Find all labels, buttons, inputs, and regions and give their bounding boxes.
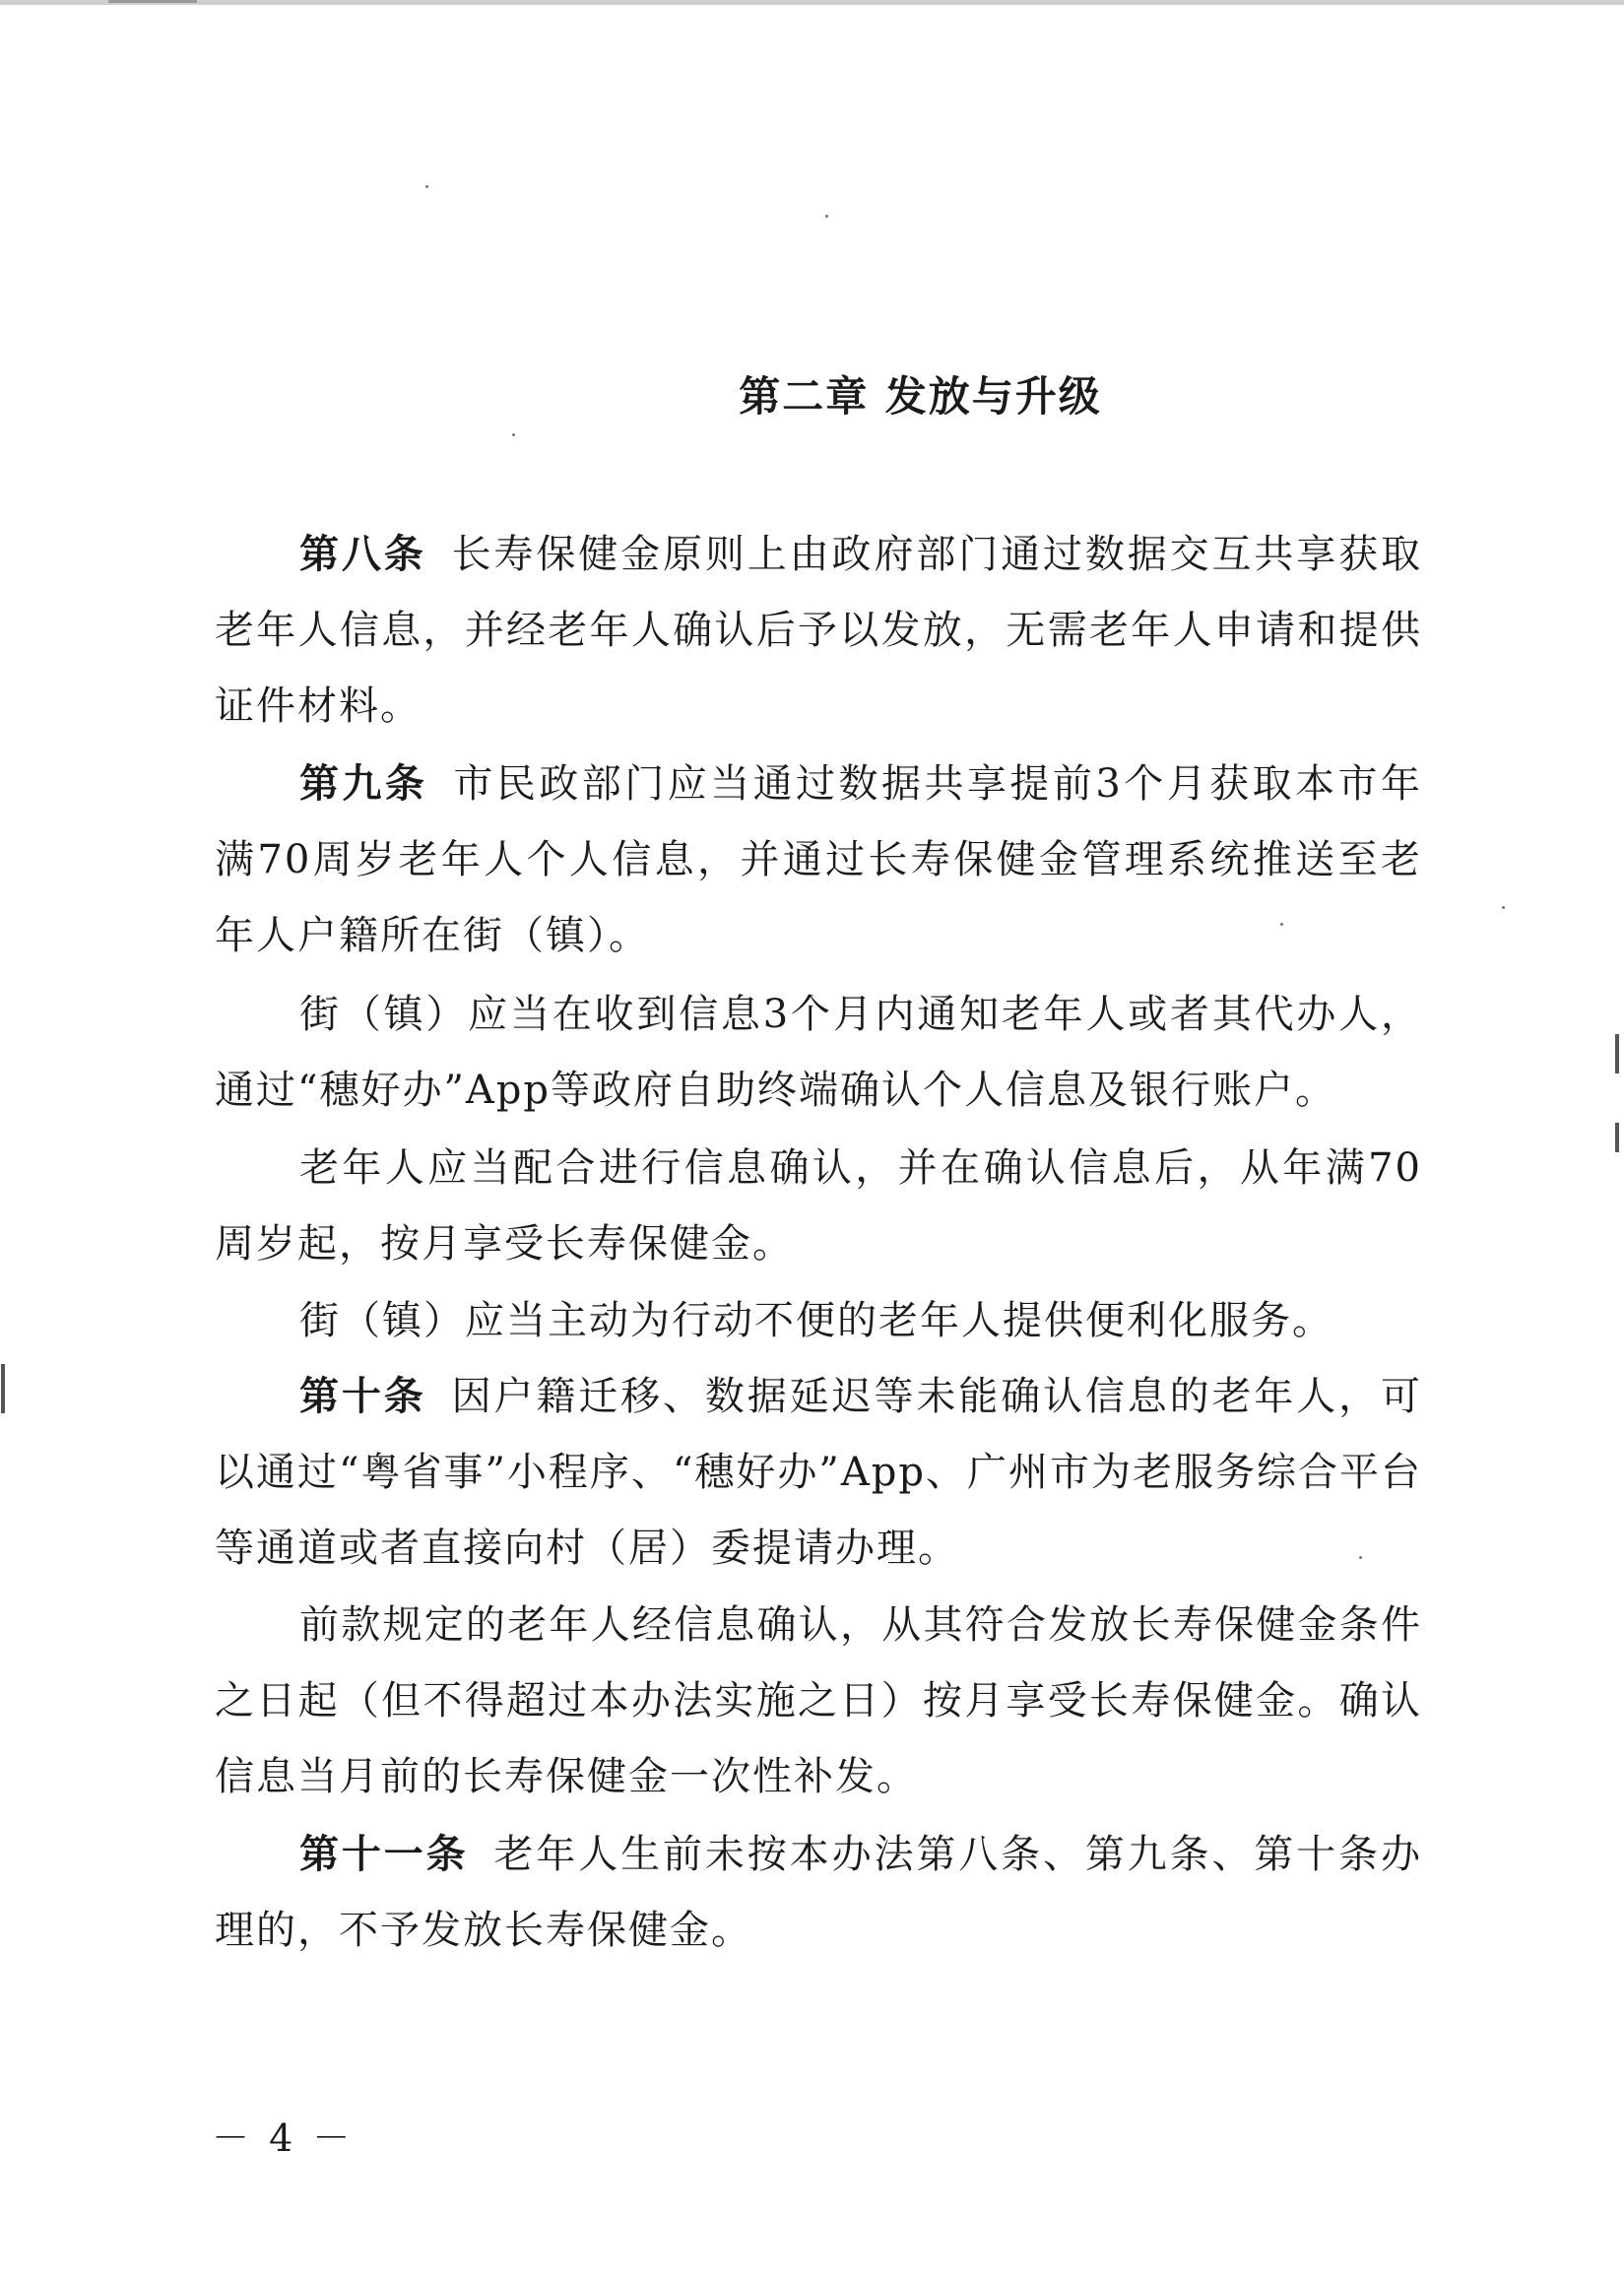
article-9-para-4 [215, 1283, 1422, 1359]
article-heading: 第八条 [299, 532, 426, 577]
article-body: 市民政部门应当通过数据共享提前3个月获取本市年满70周岁老年人个人信息，并通过长寿保健金管理系统推送至老年人户籍所在街（镇）。 [215, 761, 1423, 958]
scan-speck [1502, 906, 1505, 909]
article-8 [215, 517, 1422, 745]
article-10 [215, 1359, 1422, 1587]
article-9 [215, 747, 1422, 974]
article-11 [215, 1817, 1422, 1969]
scan-edge-mark [1615, 1034, 1619, 1073]
article-body: 老年人生前未按本办法第八条、第九条、第十条办理的，不予发放长寿保健金。 [215, 1832, 1423, 1953]
article-heading: 第九条 [299, 761, 428, 807]
paragraph-body: 街（镇）应当主动为行动不便的老年人提供便利化服务。 [299, 1298, 1333, 1343]
article-body: 因户籍迁移、数据延迟等未能确认信息的老年人，可以通过“粤省事”小程序、“穗好办”App、广州市为老服务综合平台等通道或者直接向村（居）委提请办理。 [215, 1374, 1422, 1571]
article-body: 长寿保健金原则上由政府部门通过数据交互共享获取老年人信息，并经老年人确认后予以发放，无需老年人申请和提供证件材料。 [215, 532, 1422, 729]
scan-speck [425, 185, 428, 188]
chapter-title: 第二章 发放与升级 [739, 372, 1102, 421]
article-heading: 第十条 [299, 1374, 426, 1419]
article-10-para-2 [215, 1588, 1422, 1815]
scan-edge-mark [1615, 1123, 1619, 1152]
scan-top-mark [108, 0, 197, 3]
scan-edge-mark [1, 1364, 5, 1413]
paragraph-body: 前款规定的老年人经信息确认，从其符合发放长寿保健金条件之日起（但不得超过本办法实施之日）按月享受长寿保健金。确认信息当月前的长寿保健金一次性补发。 [215, 1602, 1422, 1799]
paragraph-body: 街（镇）应当在收到信息3个月内通知老年人或者其代办人，通过“穗好办”App等政府自助终端确认个人信息及银行账户。 [215, 992, 1422, 1113]
article-9-para-2 [215, 977, 1422, 1129]
scan-top-edge [0, 0, 1624, 5]
article-heading: 第十一条 [299, 1832, 469, 1877]
page-number: － 4 － [212, 2116, 355, 2160]
paragraph-body: 老年人应当配合进行信息确认，并在确认信息后，从年满70周岁起，按月享受长寿保健金。 [215, 1145, 1422, 1267]
article-9-para-3 [215, 1131, 1422, 1282]
scan-speck [512, 433, 515, 436]
scan-speck [825, 215, 828, 218]
